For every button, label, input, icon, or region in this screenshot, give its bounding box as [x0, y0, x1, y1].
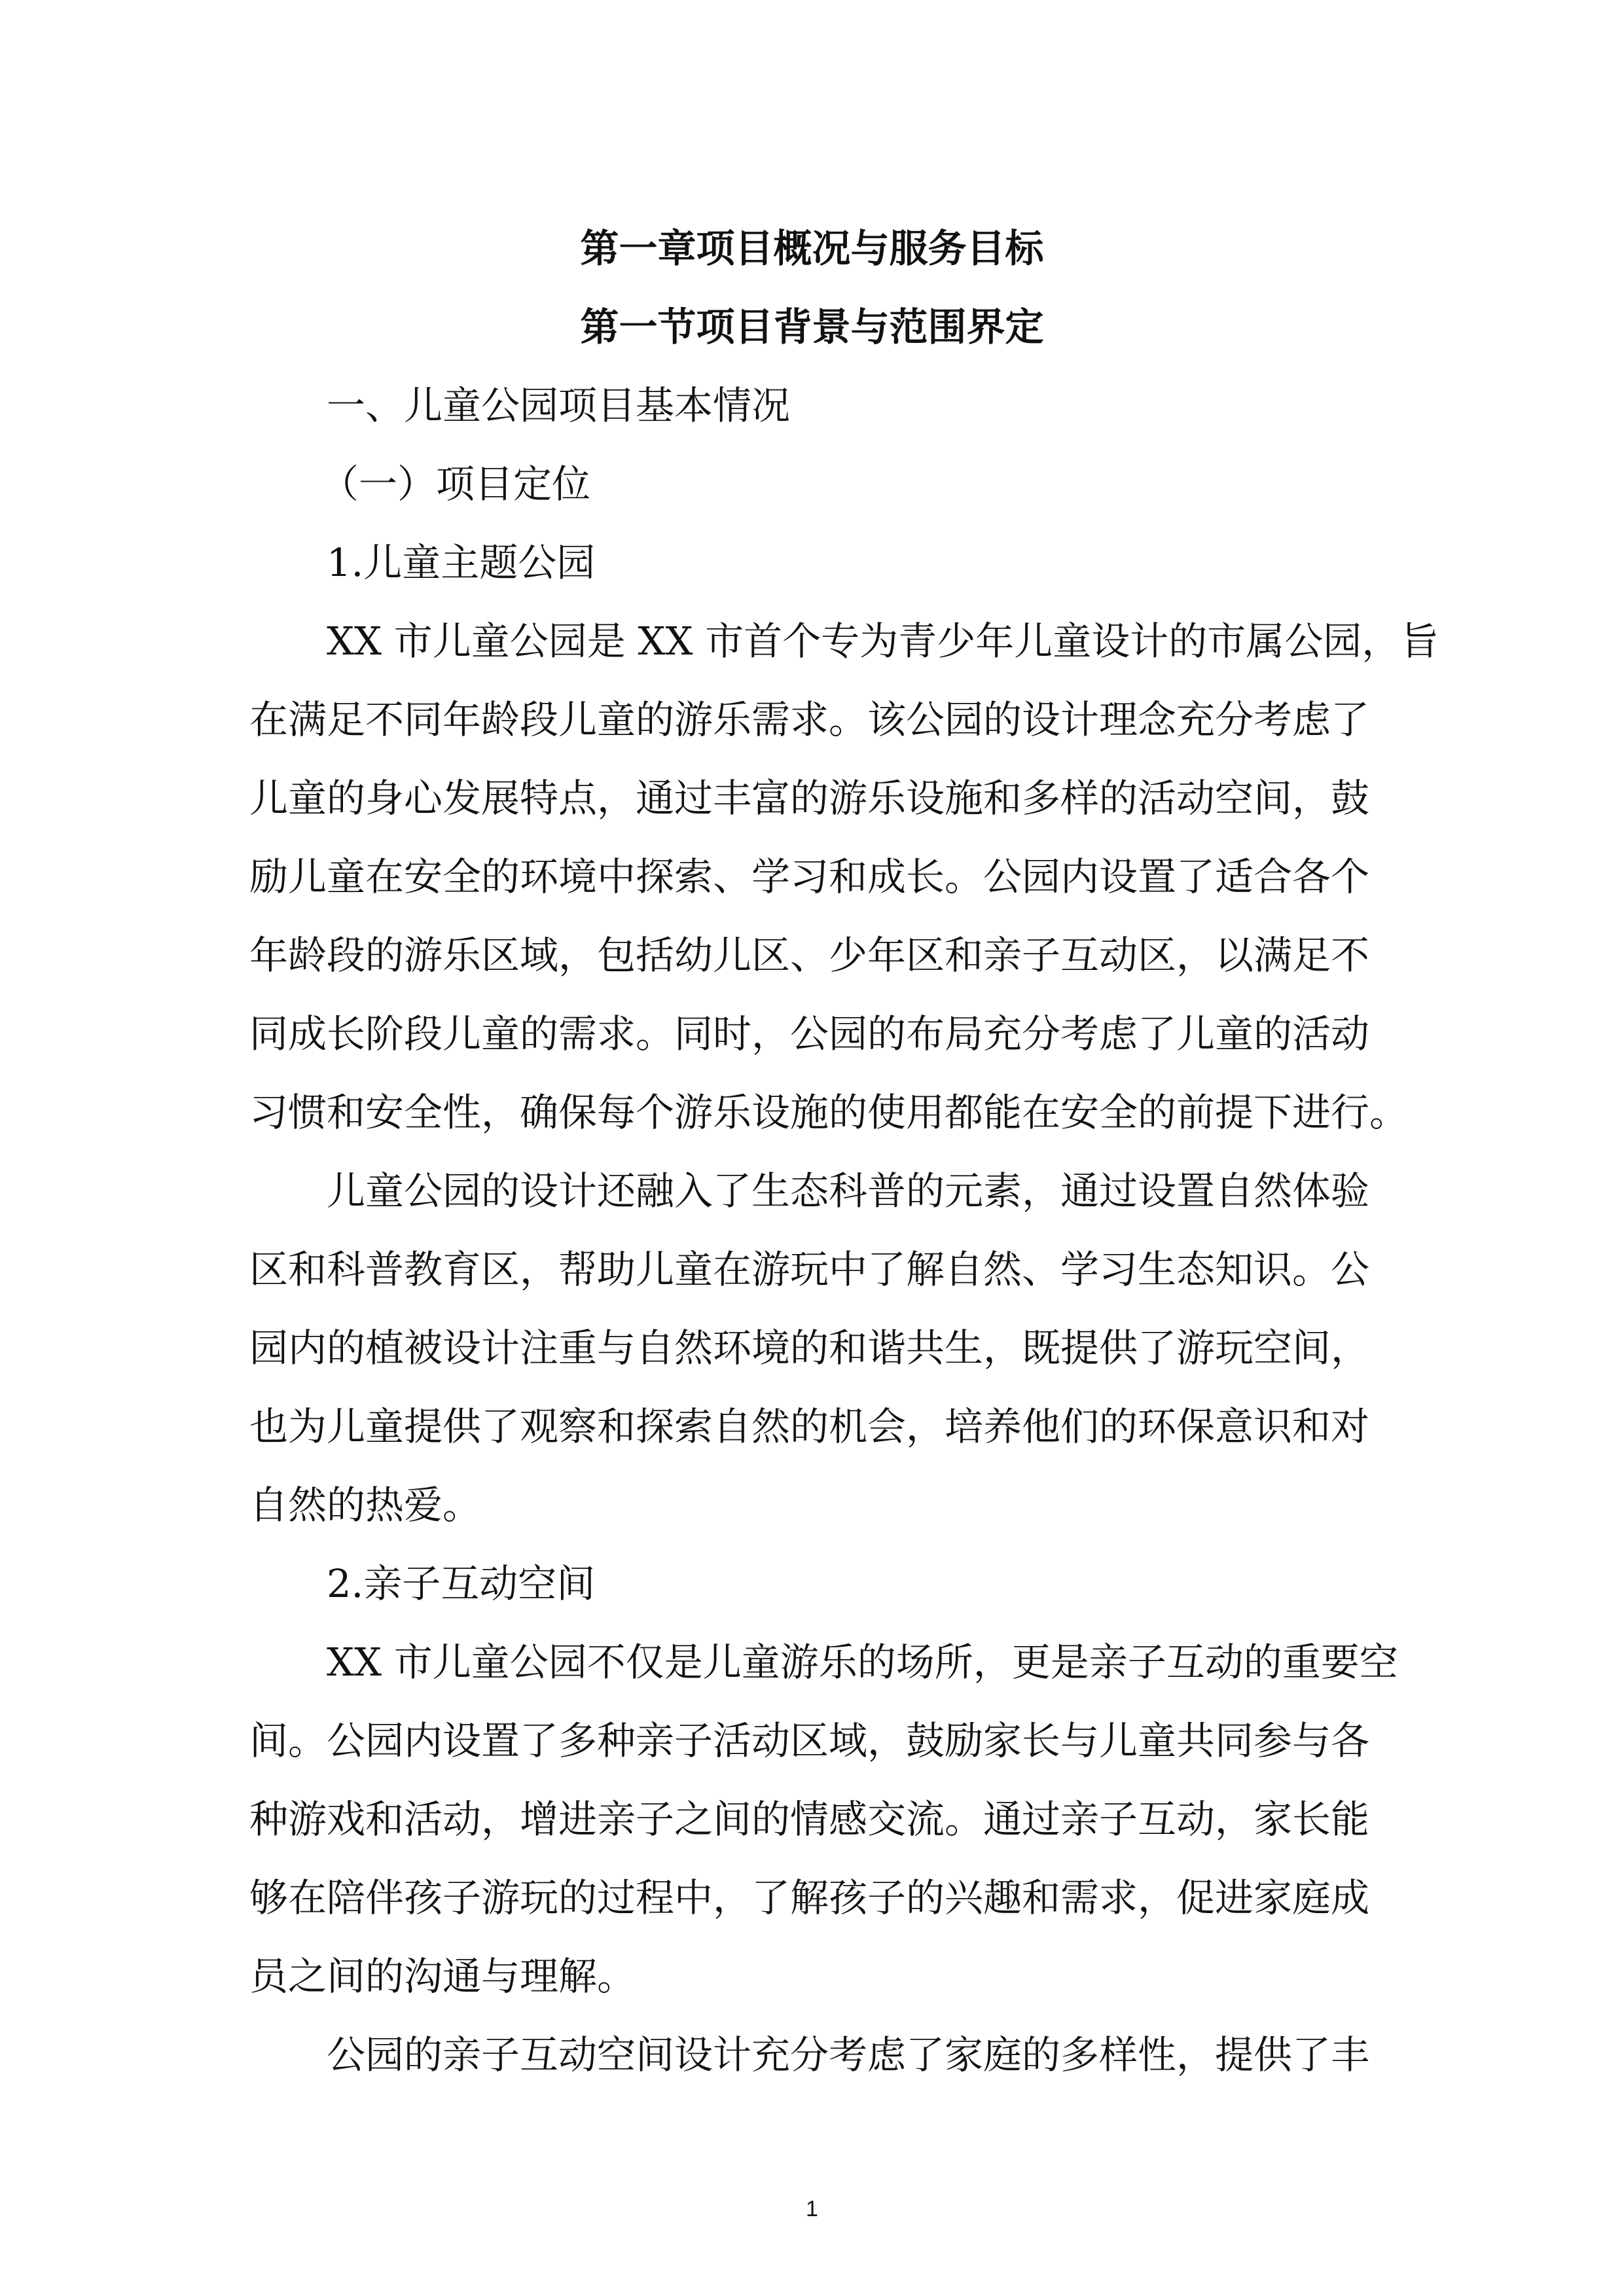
item-2-title: 2.亲子互动空间: [327, 1561, 596, 1606]
paragraph-line: 同成长阶段儿童的需求。同时，公园的布局充分考虑了儿童的活动: [249, 1011, 1370, 1056]
paragraph-line: 在满足不同年龄段儿童的游乐需求。该公园的设计理念充分考虑了: [249, 697, 1370, 742]
paragraph-line: XX 市儿童公园是 XX 市首个专为青少年儿童设计的市属公园，旨: [327, 619, 1439, 664]
paragraph-line: 间。公园内设置了多种亲子活动区域，鼓励家长与儿童共同参与各: [249, 1718, 1370, 1763]
paragraph-line: 儿童的身心发展特点，通过丰富的游乐设施和多样的活动空间，鼓: [249, 776, 1370, 821]
chapter-title: 第一章项目概况与服务目标: [580, 226, 1044, 271]
heading-level-1: 一、儿童公园项目基本情况: [327, 383, 791, 428]
paragraph-line: 区和科普教育区，帮助儿童在游玩中了解自然、学习生态知识。公: [249, 1247, 1370, 1292]
paragraph-line: 习惯和安全性，确保每个游乐设施的使用都能在安全的前提下进行。: [249, 1090, 1409, 1135]
paragraph-line: 够在陪伴孩子游玩的过程中，了解孩子的兴趣和需求，促进家庭成: [249, 1875, 1370, 1920]
paragraph-line: XX 市儿童公园不仅是儿童游乐的场所，更是亲子互动的重要空: [327, 1640, 1398, 1685]
paragraph-line: 也为儿童提供了观察和探索自然的机会，培养他们的环保意识和对: [249, 1404, 1370, 1449]
section-title: 第一节项目背景与范围界定: [580, 304, 1044, 350]
item-1-title: 1.儿童主题公园: [327, 540, 596, 585]
paragraph-line: 儿童公园的设计还融入了生态科普的元素，通过设置自然体验: [327, 1168, 1370, 1213]
paragraph-line: 员之间的沟通与理解。: [249, 1954, 636, 1999]
page-number: 1: [806, 2197, 818, 2221]
paragraph-line: 公园的亲子互动空间设计充分考虑了家庭的多样性，提供了丰: [327, 2032, 1370, 2077]
paragraph-line: 年龄段的游乐区域，包括幼儿区、少年区和亲子互动区，以满足不: [249, 933, 1370, 978]
paragraph-line: 自然的热爱。: [249, 1482, 482, 1528]
heading-level-2: （一）项目定位: [320, 461, 591, 507]
paragraph-line: 园内的植被设计注重与自然环境的和谐共生，既提供了游玩空间，: [249, 1325, 1370, 1371]
paragraph-line: 励儿童在安全的环境中探索、学习和成长。公园内设置了适合各个: [249, 854, 1370, 899]
paragraph-line: 种游戏和活动，增进亲子之间的情感交流。通过亲子互动，家长能: [249, 1797, 1370, 1842]
